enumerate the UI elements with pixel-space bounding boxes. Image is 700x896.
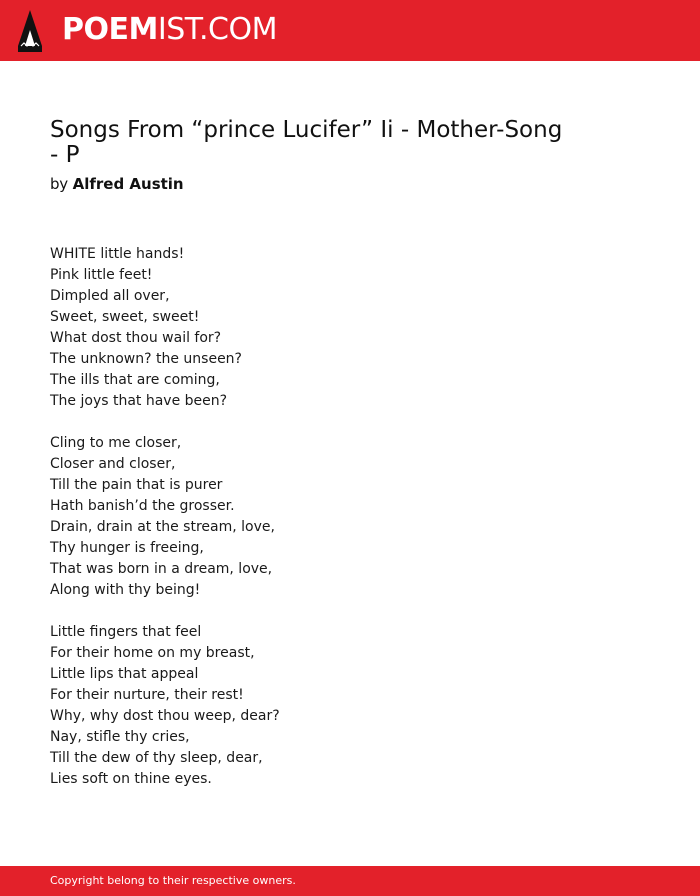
copyright-text: Copyright belong to their respective owners. [50,874,296,887]
poem-line: Till the dew of thy sleep, dear, [50,750,263,766]
site-logo-link[interactable] [62,12,277,48]
poem-line: WHITE little hands! [50,246,185,262]
author-link[interactable]: Alfred Austin [72,175,184,193]
poem-line: Pink little feet! [50,267,153,283]
pencil-icon [18,10,42,52]
poem-line: Sweet, sweet, sweet! [50,309,200,325]
stanza [50,622,280,790]
poem-line: The joys that have been? [50,393,228,409]
poem-line: For their nurture, their rest! [50,687,244,703]
poem-line: Hath banish’d the grosser. [50,498,235,514]
poem-line: Lies soft on thine eyes. [50,771,212,787]
poem-line: Cling to me closer, [50,435,182,451]
poem-body [50,244,280,790]
stanza [50,244,280,412]
poem-title: Songs From “prince Lucifer” Ii - Mother-Song - P [50,117,563,168]
poem-line: Drain, drain at the stream, love, [50,519,275,535]
poem-line: Along with thy being! [50,582,201,598]
byline [50,174,184,194]
poem-line: Little fingers that feel [50,624,202,640]
poem-line: What dost thou wail for? [50,330,222,346]
poem-line: Dimpled all over, [50,288,170,304]
site-footer [0,866,700,896]
poem-line: The ills that are coming, [50,372,220,388]
poem-line: Thy hunger is freeing, [50,540,204,556]
poem-line: For their home on my breast, [50,645,255,661]
logo-bold-text: POEM [62,12,158,47]
byline-prefix: by [50,175,68,193]
logo-light-text: IST.COM [157,12,277,47]
poem-line: Why, why dost thou weep, dear? [50,708,280,724]
poem-line: That was born in a dream, love, [50,561,273,577]
poem-line: Closer and closer, [50,456,176,472]
poem-line: Little lips that appeal [50,666,199,682]
stanza [50,433,280,601]
poem-line: Nay, stifle thy cries, [50,729,190,745]
poem-line: The unknown? the unseen? [50,351,242,367]
site-header [0,0,700,61]
poem-line: Till the pain that is purer [50,477,223,493]
